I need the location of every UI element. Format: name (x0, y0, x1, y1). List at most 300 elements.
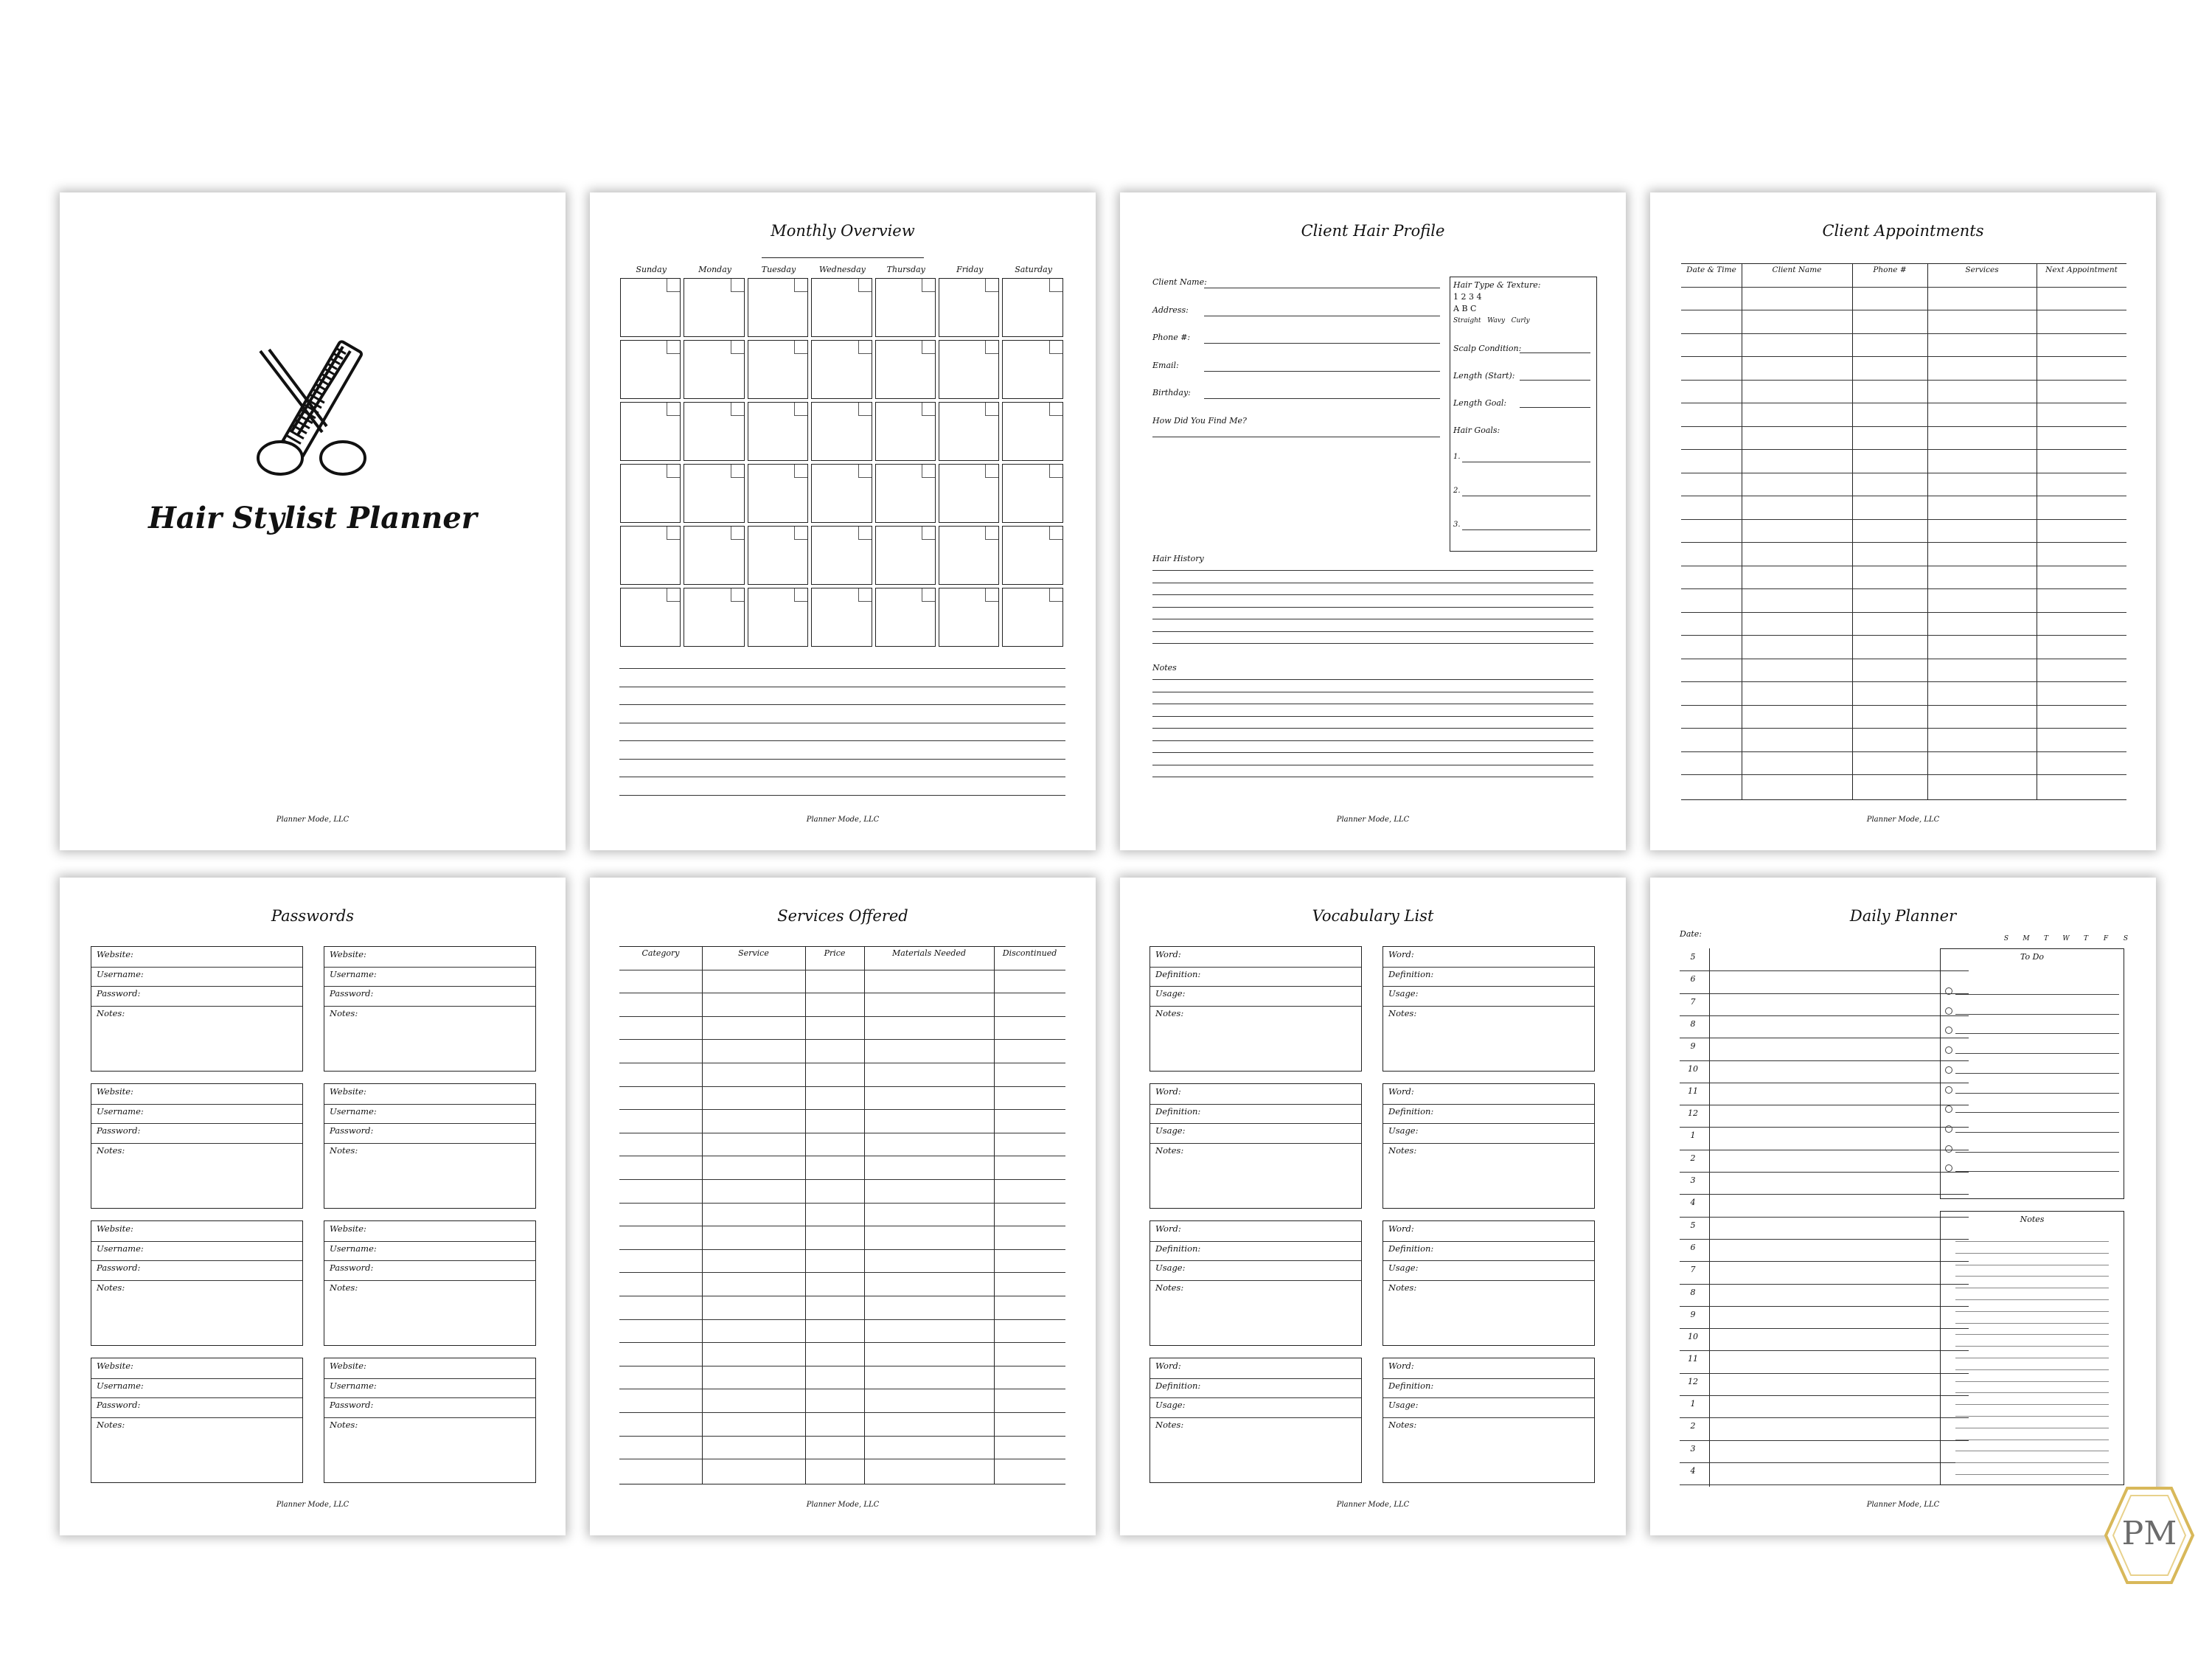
hour-line (1680, 1284, 1969, 1285)
card-row-line (324, 1241, 535, 1242)
calendar-cell (620, 588, 681, 647)
todo-line (1955, 994, 2119, 995)
vocab-card (1150, 1083, 1362, 1209)
passwords-card (324, 1220, 536, 1346)
calendar-cell (939, 526, 999, 585)
ruled-line (1955, 1323, 2109, 1324)
weekday-initial: S (2123, 935, 2129, 942)
card-field-label: Word: (1388, 1361, 1414, 1371)
weekday-initial: T (2083, 935, 2088, 942)
column-header: Price (824, 948, 846, 958)
hour-line (1680, 1417, 1969, 1418)
hour-line (1680, 1484, 1969, 1485)
weekday-initial: F (2103, 935, 2109, 942)
passwords-card (324, 1358, 536, 1483)
monthly-overview-page (590, 192, 1096, 850)
card-field-label: Website: (330, 1361, 366, 1371)
card-row-line (1150, 1104, 1361, 1105)
card-row-line (91, 1260, 302, 1261)
card-row-line (1383, 1123, 1594, 1124)
page-footer: Planner Mode, LLC (276, 816, 349, 824)
calendar-cell (684, 340, 744, 399)
hour-label: 3 (1690, 1175, 1696, 1185)
checkbox-icon (1945, 1105, 1952, 1113)
column-header: Service (738, 948, 769, 958)
ruled-line (1955, 1381, 2109, 1382)
card-field-label: Password: (330, 1125, 374, 1136)
card-field-label: Definition: (1388, 968, 1434, 979)
card-field-label: Username: (97, 968, 144, 979)
checkbox-icon (1945, 1007, 1952, 1015)
passwords-card (91, 946, 303, 1072)
table-row (1681, 588, 2126, 589)
cover-page (60, 192, 566, 850)
card-row-line (324, 1397, 535, 1398)
date-tab (922, 527, 935, 540)
card-field-label: Usage: (1388, 1125, 1419, 1136)
hour-line (1680, 1194, 1969, 1195)
table-row (619, 1039, 1065, 1040)
date-tab (922, 279, 935, 292)
passwords-card (91, 1083, 303, 1209)
card-field-label: Password: (330, 1400, 374, 1410)
vocab-card (1382, 1358, 1595, 1483)
hour-label: 12 (1688, 1108, 1698, 1119)
hour-label: 8 (1690, 1287, 1696, 1297)
column-header: Next Appointment (2045, 265, 2118, 274)
date-tab (858, 341, 872, 354)
hour-line (1680, 1015, 1969, 1016)
hour-line (1680, 1328, 1969, 1329)
table-row (619, 1342, 1065, 1343)
card-row-line (324, 1280, 535, 1281)
table-row (1681, 751, 2126, 752)
calendar-cell (811, 278, 872, 337)
daily-notes-label: Notes (2020, 1215, 2045, 1224)
calendar-cell (939, 588, 999, 647)
table-row (619, 1272, 1065, 1273)
todo-box (1940, 948, 2124, 1199)
card-field-label: Username: (330, 1380, 377, 1391)
ruled-line (619, 759, 1065, 760)
card-field-label: Usage: (1155, 988, 1186, 999)
ruled-line (1955, 1369, 2109, 1370)
page-footer: Planner Mode, LLC (276, 1501, 349, 1509)
hour-line (1680, 1373, 1969, 1374)
column-header: Materials Needed (892, 948, 966, 958)
hair-type-label: Hair Type & Texture: (1453, 280, 1541, 290)
page-title: Services Offered (777, 907, 908, 925)
ruled-line (1152, 752, 1593, 753)
card-field-label: Definition: (1388, 1380, 1434, 1391)
date-tab (794, 527, 807, 540)
card-row-line (91, 1006, 302, 1007)
card-row-line (1150, 1241, 1361, 1242)
card-row-line (1383, 1143, 1594, 1144)
vocabulary-list-page (1120, 878, 1626, 1535)
hour-line (1680, 1306, 1969, 1307)
card-field-label: Password: (97, 1400, 141, 1410)
hour-label: 2 (1690, 1421, 1696, 1431)
calendar-cell (748, 526, 808, 585)
card-field-label: Password: (97, 988, 141, 999)
card-field-label: Website: (97, 949, 133, 959)
date-tab (794, 403, 807, 416)
hour-label: 10 (1688, 1332, 1698, 1342)
card-row-line (1383, 986, 1594, 987)
todo-line (1955, 1093, 2119, 1094)
card-row-line (1150, 986, 1361, 987)
date-tab (794, 279, 807, 292)
column-divider (702, 946, 703, 1484)
calendar-cell (748, 278, 808, 337)
card-field-label: Usage: (1155, 1263, 1186, 1273)
date-tab (1049, 403, 1062, 416)
ruled-line (1152, 607, 1593, 608)
checkbox-icon (1945, 1125, 1952, 1133)
page-footer: Planner Mode, LLC (1336, 816, 1410, 824)
date-tab (794, 588, 807, 602)
side-field-label: Length Goal: (1453, 398, 1507, 408)
card-field-label: Definition: (1388, 1243, 1434, 1254)
ruled-line (1955, 1311, 2109, 1312)
ruled-line (1955, 1404, 2109, 1405)
calendar-cell (620, 526, 681, 585)
calendar-cell (875, 340, 936, 399)
page-footer: Planner Mode, LLC (806, 1501, 880, 1509)
calendar-cell (1002, 340, 1062, 399)
passwords-card (91, 1220, 303, 1346)
card-field-label: Notes: (330, 1007, 358, 1018)
date-tab (985, 527, 998, 540)
card-row-line (91, 967, 302, 968)
date-tab (794, 465, 807, 478)
card-row-line (1150, 1123, 1361, 1124)
card-row-line (91, 1378, 302, 1379)
date-tab (985, 465, 998, 478)
date-tab (985, 588, 998, 602)
date-tab (667, 588, 680, 602)
table-row (619, 1436, 1065, 1437)
checkbox-icon (1945, 1066, 1952, 1074)
client-fields (1152, 277, 1440, 447)
vocab-card (1382, 1083, 1595, 1209)
services-table (619, 946, 1065, 1484)
appointments-table (1681, 263, 2126, 800)
ruled-line (1955, 1276, 2109, 1277)
ruled-line (619, 795, 1065, 796)
client-appointments-page (1650, 192, 2156, 850)
hour-label: 4 (1690, 1198, 1696, 1208)
daily-planner-page (1650, 878, 2156, 1535)
card-row-line (324, 1123, 535, 1124)
calendar-cell (748, 588, 808, 647)
card-row-line (1150, 1260, 1361, 1261)
table-row (1681, 380, 2126, 381)
card-row-line (91, 1280, 302, 1281)
card-field-label: Website: (330, 1223, 366, 1234)
date-tab (667, 403, 680, 416)
ruled-line (1955, 1346, 2109, 1347)
table-row (1681, 449, 2126, 450)
table-frame (1681, 263, 2126, 800)
card-field-label: Definition: (1155, 1243, 1201, 1254)
table-row (619, 1109, 1065, 1110)
vocabulary-cards (1150, 946, 1596, 1492)
page-footer: Planner Mode, LLC (806, 816, 880, 824)
card-field-label: Definition: (1155, 1380, 1201, 1391)
table-row (1681, 774, 2126, 775)
card-row-line (1150, 1280, 1361, 1281)
page-footer: Planner Mode, LLC (1866, 816, 1940, 824)
ruled-line (1955, 1241, 2109, 1242)
calendar-cell (811, 526, 872, 585)
hour-label: 10 (1688, 1063, 1698, 1074)
calendar-cell (811, 402, 872, 461)
card-row-line (1383, 1260, 1594, 1261)
ruled-line (1152, 631, 1593, 632)
weekday-initial: S (2003, 935, 2009, 942)
card-row-line (1383, 1241, 1594, 1242)
calendar-cell (875, 278, 936, 337)
hour-label: 7 (1690, 996, 1696, 1007)
vocab-card (1150, 946, 1362, 1072)
checkbox-icon (1945, 1086, 1952, 1094)
ruled-line (1955, 1474, 2109, 1475)
card-field-label: Usage: (1388, 1400, 1419, 1410)
passwords-card (91, 1358, 303, 1483)
password-cards (91, 946, 538, 1492)
hair-type-box (1450, 277, 1597, 552)
column-divider (1927, 263, 1928, 800)
table-row (1681, 519, 2126, 520)
calendar-cell (620, 278, 681, 337)
card-row-line (324, 1417, 535, 1418)
date-tab (1049, 279, 1062, 292)
weekday-header: Monday (698, 265, 731, 274)
column-divider (994, 946, 995, 1484)
table-frame (619, 946, 1065, 1484)
field-label: Address: (1152, 305, 1189, 315)
card-field-label: Usage: (1155, 1125, 1186, 1136)
calendar-cell (748, 340, 808, 399)
column-header: Date & Time (1686, 265, 1736, 274)
vocab-card (1382, 946, 1595, 1072)
card-field-label: Notes: (330, 1282, 358, 1293)
card-row-line (324, 1143, 535, 1144)
table-row (1681, 681, 2126, 682)
card-row-line (1150, 1417, 1361, 1418)
card-row-line (1383, 1280, 1594, 1281)
card-row-line (1383, 1417, 1594, 1418)
table-row (619, 1249, 1065, 1250)
weekday-header: Tuesday (761, 265, 796, 274)
table-row (619, 1086, 1065, 1087)
hour-line (1680, 1440, 1969, 1441)
todo-line (1955, 1112, 2119, 1113)
table-row (619, 1319, 1065, 1320)
card-field-label: Username: (330, 1105, 377, 1116)
card-field-label: Website: (97, 1223, 133, 1234)
table-row (1681, 426, 2126, 427)
card-field-label: Username: (330, 1243, 377, 1254)
todo-line (1955, 1053, 2119, 1054)
calendar-cell (1002, 526, 1062, 585)
page-footer: Planner Mode, LLC (1336, 1501, 1410, 1509)
card-field-label: Usage: (1388, 1263, 1419, 1273)
calendar-cell (1002, 588, 1062, 647)
goal-number: 3. (1453, 521, 1461, 529)
checkbox-icon (1945, 987, 1952, 995)
card-field-label: Password: (97, 1263, 141, 1273)
side-field-line (1520, 407, 1590, 408)
hour-line (1680, 1462, 1969, 1463)
date-tab (922, 341, 935, 354)
table-row (1681, 705, 2126, 706)
calendar-cell (684, 402, 744, 461)
ruled-line (1955, 1299, 2109, 1300)
table-row (619, 1203, 1065, 1204)
table-row (1681, 612, 2126, 613)
calendar-cell (684, 278, 744, 337)
page-title: Passwords (271, 907, 355, 925)
card-field-label: Notes: (330, 1419, 358, 1430)
hour-label: 9 (1690, 1309, 1696, 1319)
card-row-line (1150, 1397, 1361, 1398)
card-field-label: Username: (97, 1105, 144, 1116)
column-divider (864, 946, 865, 1484)
side-field-line (1520, 380, 1590, 381)
page-footer: Planner Mode, LLC (1866, 1501, 1940, 1509)
card-row-line (324, 1378, 535, 1379)
scissors-comb-icon (240, 336, 387, 484)
date-tab (1049, 465, 1062, 478)
card-row-line (91, 1397, 302, 1398)
hour-line (1680, 1350, 1969, 1351)
date-tab (858, 279, 872, 292)
table-row (619, 1179, 1065, 1180)
weekday-initial: T (2043, 935, 2048, 942)
card-row-line (91, 1123, 302, 1124)
weekday-initial: W (2062, 935, 2070, 942)
hour-label: 8 (1690, 1018, 1696, 1029)
card-row-line (1383, 1006, 1594, 1007)
card-row-line (1150, 1143, 1361, 1144)
calendar-cell (748, 464, 808, 523)
card-field-label: Word: (1155, 1223, 1181, 1234)
date-tab (1049, 527, 1062, 540)
hourly-schedule (1680, 948, 1969, 1490)
todo-line (1955, 1073, 2119, 1074)
checkbox-icon (1945, 1145, 1952, 1153)
hour-label: 3 (1690, 1443, 1696, 1454)
calendar-cell (939, 402, 999, 461)
card-row-line (91, 1241, 302, 1242)
card-field-label: Notes: (1388, 1282, 1417, 1293)
card-field-label: Usage: (1155, 1400, 1186, 1410)
table-row (1681, 635, 2126, 636)
calendar-cell (748, 402, 808, 461)
hour-label: 9 (1690, 1041, 1696, 1052)
date-tab (922, 403, 935, 416)
ruled-line (1955, 1416, 2109, 1417)
date-tab (667, 279, 680, 292)
calendar-cell (811, 340, 872, 399)
card-field-label: Word: (1155, 949, 1181, 959)
calendar-cell (875, 402, 936, 461)
card-field-label: Notes: (1155, 1145, 1184, 1156)
ruled-line (1152, 570, 1593, 571)
card-row-line (91, 1104, 302, 1105)
calendar-cell (1002, 402, 1062, 461)
calendar-cell (939, 278, 999, 337)
weekday-row (2001, 935, 2129, 945)
ruled-line (1152, 740, 1593, 741)
notes-lines (1152, 679, 1593, 782)
card-field-label: Password: (97, 1125, 141, 1136)
passwords-card (324, 946, 536, 1072)
brand-logo (2101, 1484, 2197, 1587)
card-field-label: Website: (97, 1086, 133, 1097)
hour-label: 12 (1688, 1376, 1698, 1386)
card-row-line (91, 1417, 302, 1418)
date-tab (731, 588, 744, 602)
calendar-grid (619, 265, 1065, 633)
hour-label: 6 (1690, 1242, 1696, 1252)
card-field-label: Word: (1388, 1086, 1414, 1097)
date-tab (858, 527, 872, 540)
page-title: Client Appointments (1822, 222, 1984, 240)
card-field-label: Username: (97, 1243, 144, 1254)
calendar-cell (684, 464, 744, 523)
checkbox-icon (1945, 1164, 1952, 1172)
card-row-line (1383, 1397, 1594, 1398)
card-row-line (1383, 1378, 1594, 1379)
weekday-header: Sunday (636, 265, 667, 274)
hour-label: 11 (1688, 1086, 1698, 1096)
ruled-line (1152, 716, 1593, 717)
hour-label: 2 (1690, 1153, 1696, 1163)
date-tab (731, 527, 744, 540)
hour-line (1680, 1395, 1969, 1396)
hair-type-numbers: 1 2 3 4 (1453, 292, 1482, 302)
daily-notes-box (1940, 1211, 2124, 1485)
ruled-line (1152, 679, 1593, 680)
column-divider (805, 946, 806, 1484)
card-field-label: Notes: (97, 1145, 125, 1156)
weekday-header: Friday (956, 265, 984, 274)
hour-line (1680, 1127, 1969, 1128)
hour-line (1680, 993, 1969, 994)
card-field-label: Notes: (1155, 1419, 1184, 1430)
services-offered-page (590, 878, 1096, 1535)
table-row (619, 1016, 1065, 1017)
card-field-label: Word: (1155, 1086, 1181, 1097)
card-field-label: Notes: (1155, 1282, 1184, 1293)
card-row-line (1383, 1104, 1594, 1105)
field-label: Birthday: (1152, 388, 1191, 397)
calendar-cell (684, 526, 744, 585)
hour-label: 5 (1690, 952, 1696, 962)
weekday-initial: M (2023, 935, 2030, 942)
card-field-label: Notes: (1155, 1007, 1184, 1018)
ruled-line (1955, 1392, 2109, 1393)
field-label: Email: (1152, 360, 1179, 370)
todo-line (1955, 1033, 2119, 1034)
calendar-cell (875, 464, 936, 523)
calendar-cell (684, 588, 744, 647)
weekday-header: Thursday (886, 265, 925, 274)
